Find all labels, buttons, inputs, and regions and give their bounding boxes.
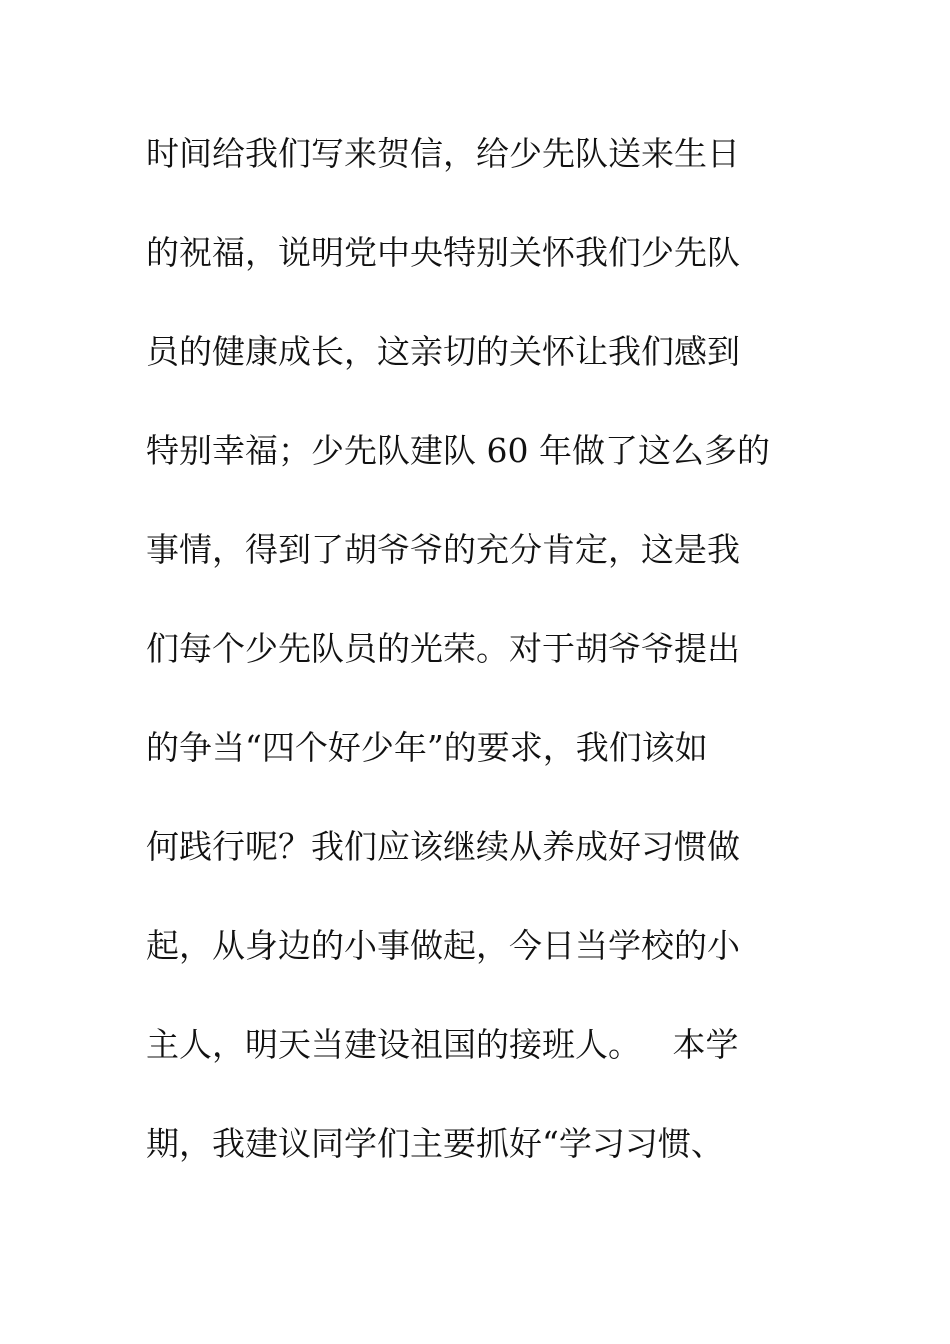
text-line: 的争当“四个好少年”的要求，我们该如 [146, 728, 708, 767]
body-text [146, 126, 806, 1215]
text-line: 期，我建议同学们主要抓好“学习习惯、 [146, 1124, 724, 1163]
text-line: 特别幸福；少先队建队 60 年做了这么多的 [146, 431, 770, 470]
text-line: 员的健康成长，这亲切的关怀让我们感到 [146, 332, 740, 371]
text-line: 何践行呢？我们应该继续从养成好习惯做 [146, 827, 740, 866]
text-line: 的祝福，说明党中央特别关怀我们少先队 [146, 233, 740, 272]
text-line: 起，从身边的小事做起，今日当学校的小 [146, 926, 740, 965]
text-line: 主人，明天当建设祖国的接班人。 本学 [146, 1025, 739, 1064]
text-line: 们每个少先队员的光荣。对于胡爷爷提出 [146, 629, 740, 668]
text-line: 时间给我们写来贺信，给少先队送来生日 [146, 134, 740, 173]
text-line: 事情，得到了胡爷爷的充分肯定，这是我 [146, 530, 740, 569]
